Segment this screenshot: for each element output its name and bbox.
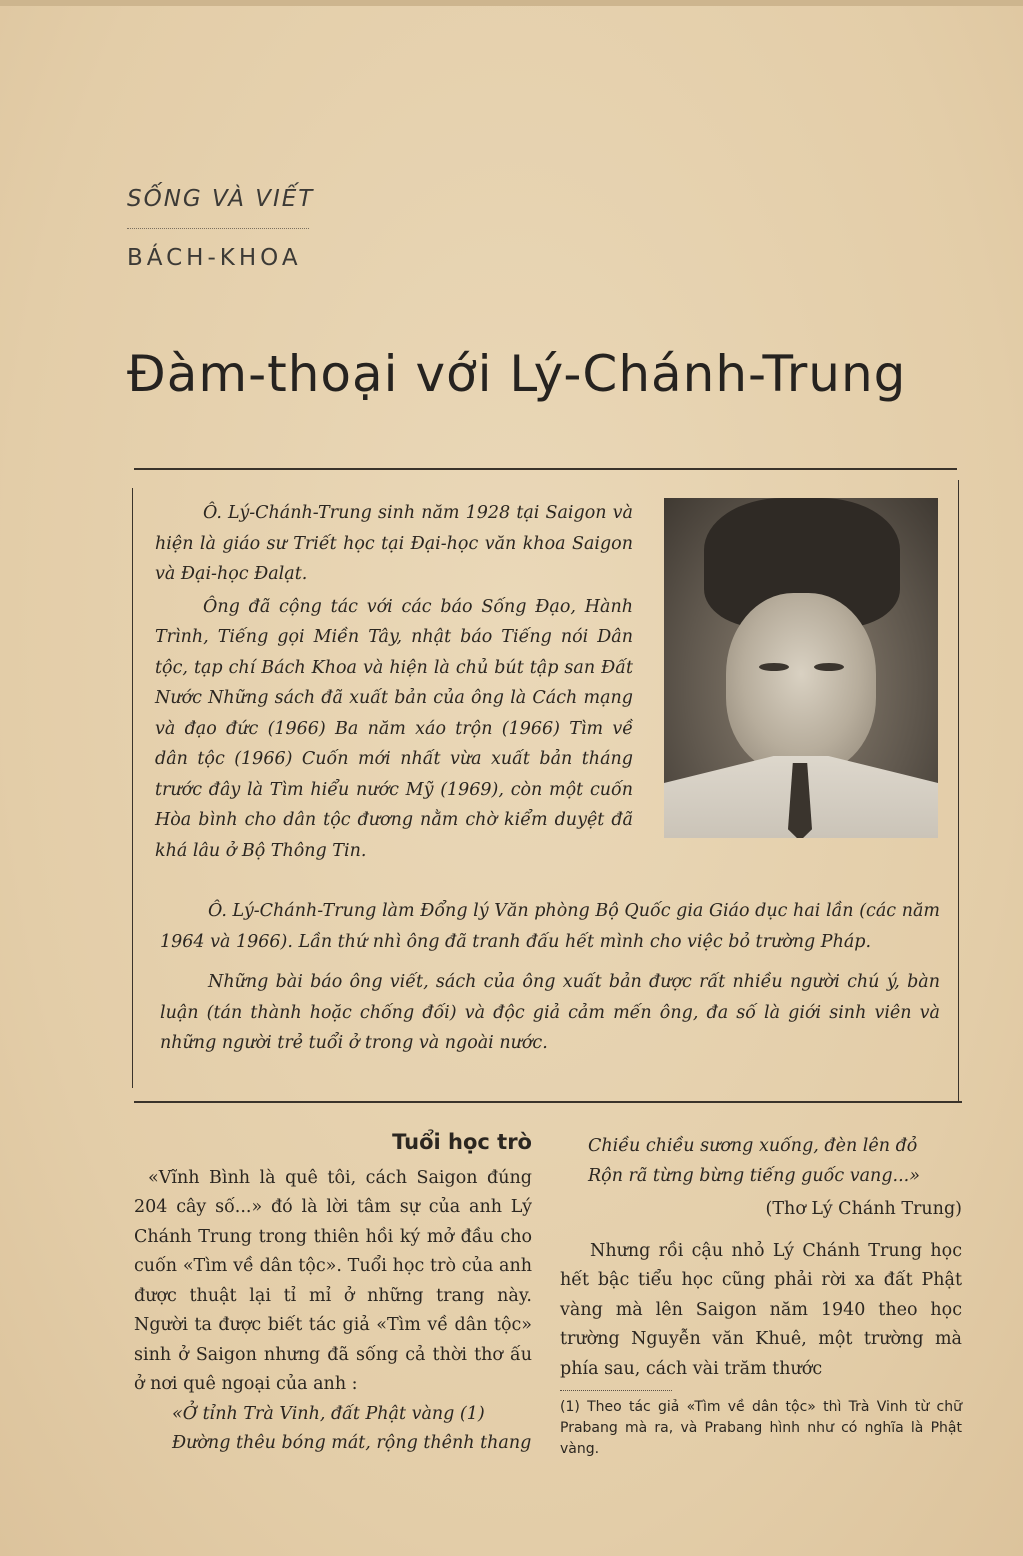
section-divider xyxy=(127,228,309,229)
portrait-face xyxy=(726,593,876,773)
article-title: Đàm-thoại với Lý-Chánh-Trung xyxy=(127,345,907,403)
poem-signature: (Thơ Lý Chánh Trung) xyxy=(765,1199,962,1219)
footnote: (1) Theo tác giả «Tìm về dân tộc» thì Trà Vinh từ chữ Prabang mà ra, và Prabang hình như có nghĩa là Phật vàng. xyxy=(560,1399,962,1457)
right-column xyxy=(560,1132,962,1460)
poem-line: Đường thêu bóng mát, rộng thênh thang xyxy=(172,1433,532,1453)
intro-paragraph-2: Ông đã cộng tác với các báo Sống Đạo, Hành Trình, Tiếng gọi Miền Tây, nhật báo Tiếng nói Dân tộc, tạp chí Bách Khoa và hiện là chủ bút tập san Đất Nước Những sách đã xuất bản của ông là Cách mạng và đạo đức (1966) Ba năm xáo trộn (1966) Tìm về dân tộc (1966) Cuốn mới nhất vừa xuất bản tháng trước đây là Tìm hiểu nước Mỹ (1969), còn một cuốn Hòa bình cho dân tộc đương nằm chờ kiểm duyệt đã khá lâu ở Bộ Thông Tin. xyxy=(155,596,633,861)
section-heading: SỐNG VÀ VIẾT xyxy=(127,186,315,212)
portrait-photo xyxy=(664,498,938,838)
poem-line: «Ở tỉnh Trà Vinh, đất Phật vàng (1) xyxy=(172,1403,485,1424)
intro-text xyxy=(155,498,633,868)
intro-box-bottom-rule xyxy=(134,1101,962,1103)
intro-paragraph-1: Ô. Lý-Chánh-Trung sinh năm 1928 tại Saigon và hiện là giáo sư Triết học tại Đại-học văn khoa Saigon và Đại-học Đalạt. xyxy=(155,503,633,584)
portrait-eye xyxy=(759,663,789,671)
poem-line: Rộn rã từng bừng tiếng guốc vang...» xyxy=(588,1165,920,1186)
left-column xyxy=(134,1128,532,1459)
intro-text-continued xyxy=(160,896,940,1069)
intro-box-left-rule xyxy=(132,488,133,1088)
body-paragraph: Nhưng rồi cậu nhỏ Lý Chánh Trung học hết bậc tiểu học cũng phải rời xa đất Phật vàng mà lên Saigon năm 1940 theo học trường Nguyễn văn Khuê, một trường mà phía sau, cách vài trăm thước xyxy=(560,1240,962,1379)
intro-box-top-rule xyxy=(134,468,957,470)
body-paragraph: «Vĩnh Bình là quê tôi, cách Saigon đúng 204 cây số...» đó là lời tâm sự của anh Lý Chánh Trung trong thiên hồi ký mở đầu cho cuốn «Tìm về dân tộc». Tuổi học trò của anh được thuật lại tỉ mỉ ở những trang này. Người ta được biết tác giả «Tìm về dân tộc» sinh ở Saigon nhưng đã sống cả thời thơ ấu ở nơi quê ngoại của anh : xyxy=(134,1167,532,1394)
intro-paragraph-3: Ô. Lý-Chánh-Trung làm Đổng lý Văn phòng Bộ Quốc gia Giáo dục hai lần (các năm 1964 và 1966). Lần thứ nhì ông đã tranh đấu hết mình cho việc bỏ trường Pháp. xyxy=(160,901,940,952)
paper-edge xyxy=(0,0,1023,6)
intro-box-right-rule xyxy=(958,480,959,1102)
footnote-divider xyxy=(560,1390,672,1391)
magazine-name: BÁCH-KHOA xyxy=(127,245,302,271)
intro-paragraph-4: Những bài báo ông viết, sách của ông xuất bản được rất nhiều người chú ý, bàn luận (tán thành hoặc chống đối) và độc giả cảm mến ông, đa số là giới sinh viên và những người trẻ tuổi ở trong và ngoài nước. xyxy=(160,972,940,1053)
portrait-eye xyxy=(814,663,844,671)
poem-line: Chiều chiều sương xuống, đèn lên đỏ xyxy=(588,1136,918,1156)
subheading: Tuổi học trò xyxy=(392,1130,532,1154)
